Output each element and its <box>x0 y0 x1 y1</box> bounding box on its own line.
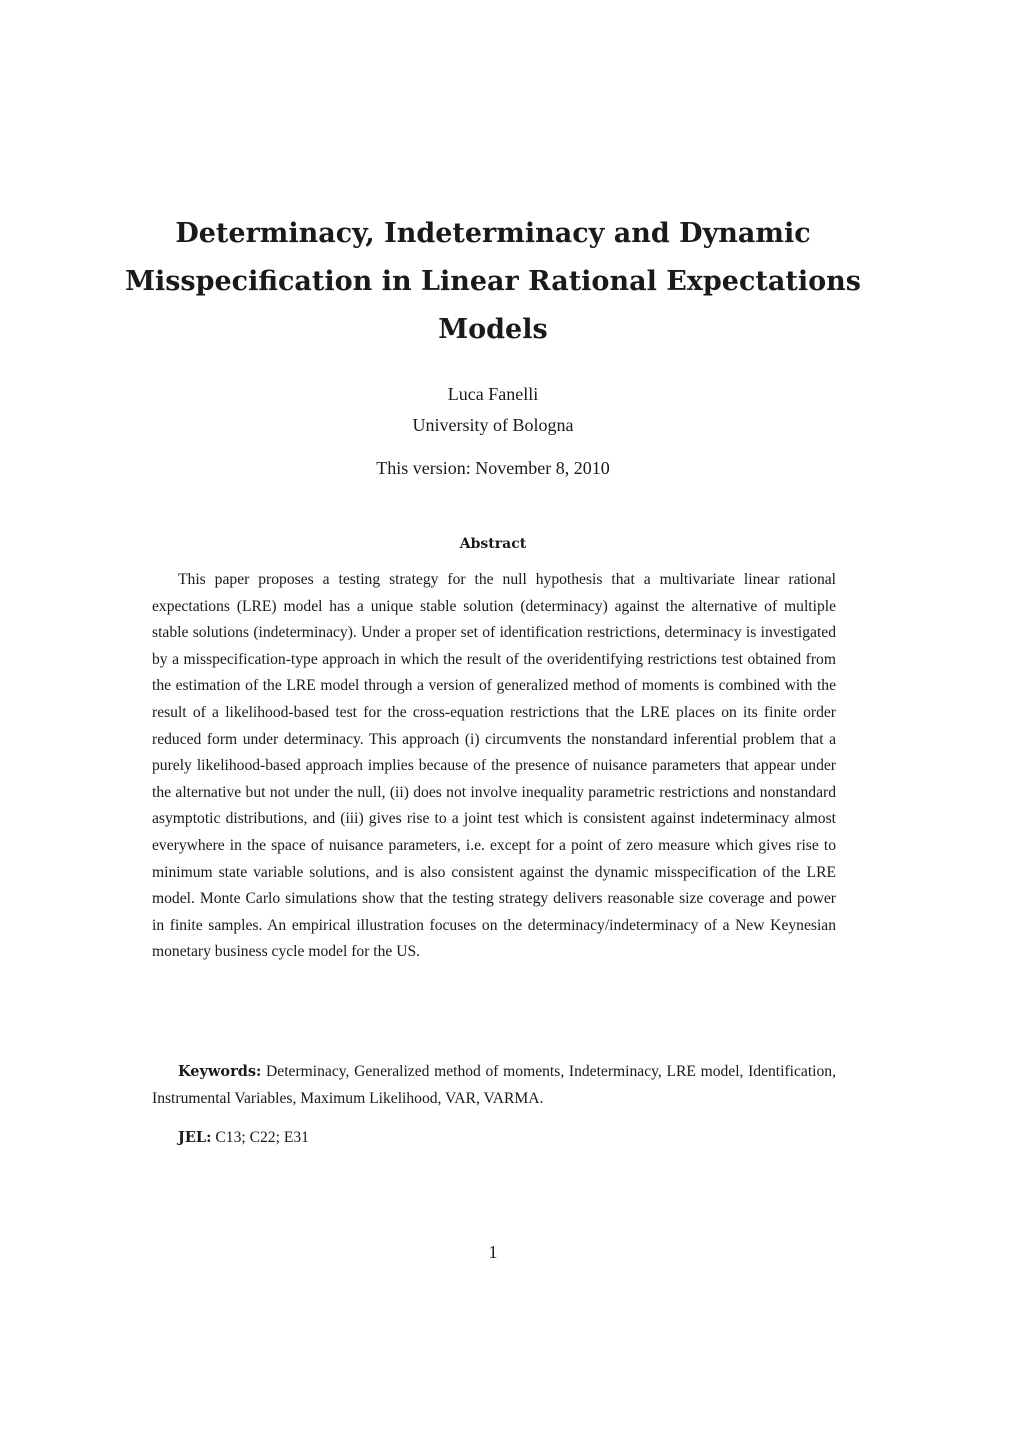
paper-title <box>110 210 876 354</box>
author-name: Luca Fanelli <box>447 384 539 404</box>
abstract-heading: Abstract <box>459 536 527 552</box>
version-date: This version: November 8, 2010 <box>376 458 610 478</box>
keywords-text: Determinacy, Generalized method of moments, Indeterminacy, LRE model, Identification, Instrumental Variables, Maximum Likelihood, VAR, VARMA. <box>152 1063 836 1107</box>
title-line-2: Misspecification in Linear Rational Expectations <box>125 266 861 297</box>
jel-codes: C13; C22; E31 <box>215 1129 309 1146</box>
keywords-paragraph <box>152 1058 836 1112</box>
page-number: 1 <box>488 1242 498 1262</box>
jel-paragraph <box>152 1124 836 1151</box>
title-line-1: Determinacy, Indeterminacy and Dynamic <box>175 218 811 249</box>
title-line-3: Models <box>438 314 548 345</box>
author-affiliation: University of Bologna <box>412 415 574 435</box>
jel-label: JEL: <box>178 1129 212 1146</box>
abstract-text: This paper proposes a testing strategy for the null hypothesis that a multivariate linear rational expectations (LRE) model has a unique stable solution (determinacy) against the alternative of multiple stable solutions (indeterminacy). Under a proper set of identification restrictions, determinacy is investigated by a misspecification-type approach in which the result of the overidentifying restrictions test obtained from the estimation of the LRE model through a version of generalized method of moments is combined with the result of a likelihood-based test for the cross-equation restrictions that the LRE places on its finite order reduced form under determinacy. This approach (i) circumvents the nonstandard inferential problem that a purely likelihood-based approach implies because of the presence of nuisance parameters that appear under the alternative but not under the null, (ii) does not involve inequality parametric restrictions and nonstandard asymptotic distributions, and (iii) gives rise to a joint test which is consistent against indeterminacy almost everywhere in the space of nuisance parameters, i.e. except for a point of zero measure which gives rise to minimum state variable solutions, and is also consistent against the dynamic misspecification of the LRE model. Monte Carlo simulations show that the testing strategy delivers reasonable size coverage and power in finite samples. An empirical illustration focuses on the determinacy/indeterminacy of a New Keynesian monetary business cycle model for the US. <box>152 571 836 961</box>
keywords-label: Keywords: <box>178 1063 262 1080</box>
